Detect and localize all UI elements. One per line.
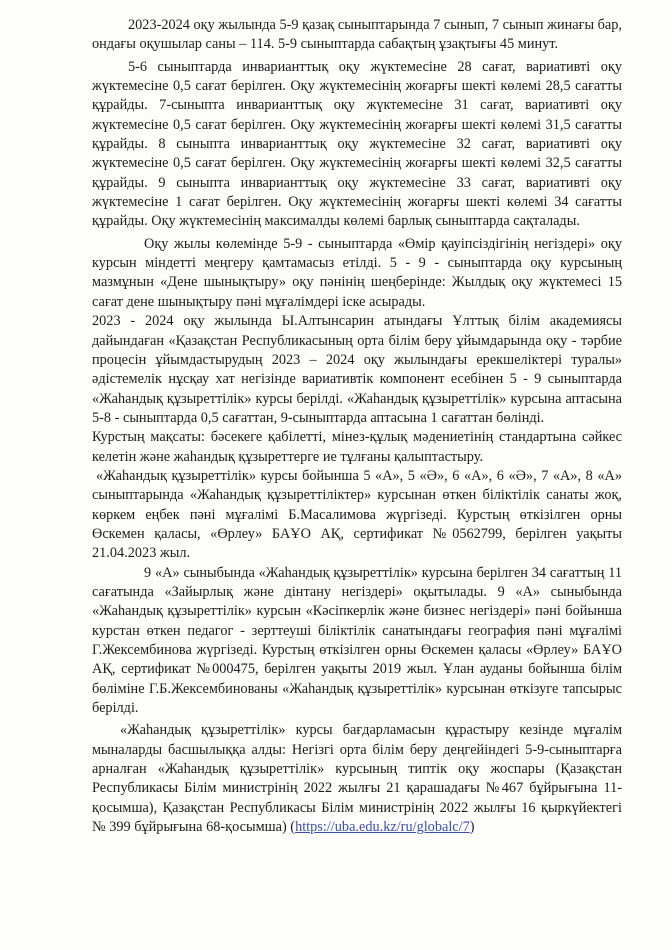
reference-link[interactable]: https://uba.edu.kz/ru/globalc/7 [295, 819, 470, 836]
paragraph-course-goal: Курстың мақсаты: бәсекеге қабілетті, мінез-құлық мәдениетінің стандартына сәйкес келетін және жаһандық құзыреттерге ие тұлғаны қалыптастыру. [92, 429, 622, 465]
paragraph-global-competence-intro: 2023 - 2024 оқу жылында Ы.Алтынсарин атындағы Ұлттық білім академиясы дайындаған «Қазақстан Республикасының орта білім беру ұйымдарында оқу - тәрбие процесін ұйымдастырудың 2023 – 2024 оқу жылындағы ерекшеліктері туралы» әдістемелік нұсқау хат негізінде вариативтік компонент есебінен 5 - 9 сыныптарда «Жаһандық құзыреттілік» курсы берілді. «Жаһандық құзыреттілік» курсына аптасына 5-8 - сыныптарда 0,5 сағаттан, 9-сыныптарда аптасына 1 сағаттан бөлінді. [92, 313, 622, 426]
paragraph-program-basis [92, 721, 622, 837]
document-body [92, 16, 622, 837]
paragraph-teacher-zheksembinova: 9 «А» сыныбында «Жаһандық құзыреттілік» курсына берілген 34 сағаттың 11 сағатында «Зайырлық және дінтану негіздері» оқытылады. 9 «А» сыныбында «Жаһандық құзыреттілік» курсын «Кәсіпкерлік және бизнес негіздері» пәні бойынша курстан өткен педагог - зерттеуші біліктілік санатындағы география пәні мұғалімі Г.Жексембинова жүргізеді. Курстың өткізілген орны Өскемен қаласы «Өрлеу» БАҰО АҚ, сертификат №000475, берілген уақыты 2019 жыл. Ұлан ауданы бойынша білім бөліміне Г.Б.Жексембинованы «Жаһандық құзыреттілік» курсынан өткізуге тапсырыс берілді. [92, 564, 622, 717]
paragraph-study-load: 5-6 сыныптарда инварианттық оқу жүктемесіне 28 сағат, вариативті оқу жүктемесіне 0,5 сағат берілген. Оқу жүктемесінің жоғарғы шекті көлемі 28,5 сағатты құрайды. 7-сыныпта инварианттық оқу жүктемесіне 31 сағат, вариативті оқу жүктемесіне 0,5 сағат берілген. Оқу жүктемесінің жоғарғы шекті көлемі 31,5 сағатты құрайды. 8 сыныпта инварианттық оқу жүктемесіне 32 сағат, вариативті оқу жүктемесіне 0,5 сағат берілген. Оқу жүктемесінің жоғарғы шекті көлемі 32,5 сағатты құрайды. 9 сыныпта инварианттық оқу жүктемесіне 33 сағат, вариативті оқу жүктемесіне 1 сағат берілген. Оқу жүктемесінің жоғарғы шекті көлемі 34 сағатты құрайды. Оқу жүктемесінің максималды көлемі барлық сыныптарда сақталады. [92, 58, 622, 230]
paragraph-life-safety: Оқу жылы көлемінде 5-9 - сыныптарда «Өмір қауіпсіздігінің негіздері» оқу курсын міндетті меңгеру қамтамасыз етілді. 5 - 9 - сыныптарда оқу курсының мазмұнын «Дене шынықтыру» оқу пәнінің шеңберінде: Жылдық оқу жүктемесі 15 сағат дене шынықтыру пәні мұғалімдері іске асырады. [92, 235, 622, 310]
closing-parenthesis: ) [469, 819, 475, 836]
paragraph-program-basis-text: «Жаһандық құзыреттілік» курсы бағдарламасын құрастыру кезінде мұғалім мыналарды басшылыққа алды: Негізгі орта білім беру деңгейіндегі 5-9-сыныптарға арналған «Жаһандық құзыреттілік» курсының типтік оқу жоспары (Қазақстан Республикасы Білім министрінің 2022 жылғы 21 қарашадағы №467 бұйрығына 11-қосымша), Қазақстан Республикасы Білім министрінің 2022 жылғы 16 қыркүйектегі № 399 бұйрығына 68-қосымша) ( [92, 722, 622, 836]
paragraph-teacher-masalimova: «Жаһандық құзыреттілік» курсы бойынша 5 «А», 5 «Ә», 6 «А», 6 «Ә», 7 «А», 8 «А» сыныптарында «Жаһандық құзыреттіліктер» курсынан өткен біліктілік санаты жоқ, көркем еңбек пәні мұғалімі Б.Масалимова жүргізеді. Курстың өткізілген орны Өскемен қаласы, «Өрлеу» БАҰО АҚ, сертификат №0562799, берілген уақыты 21.04.2023 жыл. [92, 467, 622, 562]
paragraph-class-count: 2023-2024 оқу жылында 5-9 қазақ сыныптарында 7 сынып, 7 сынып жинағы бар, ондағы оқушылар саны – 114. 5-9 сыныптарда сабақтың ұзақтығы 45 минут. [92, 17, 622, 53]
